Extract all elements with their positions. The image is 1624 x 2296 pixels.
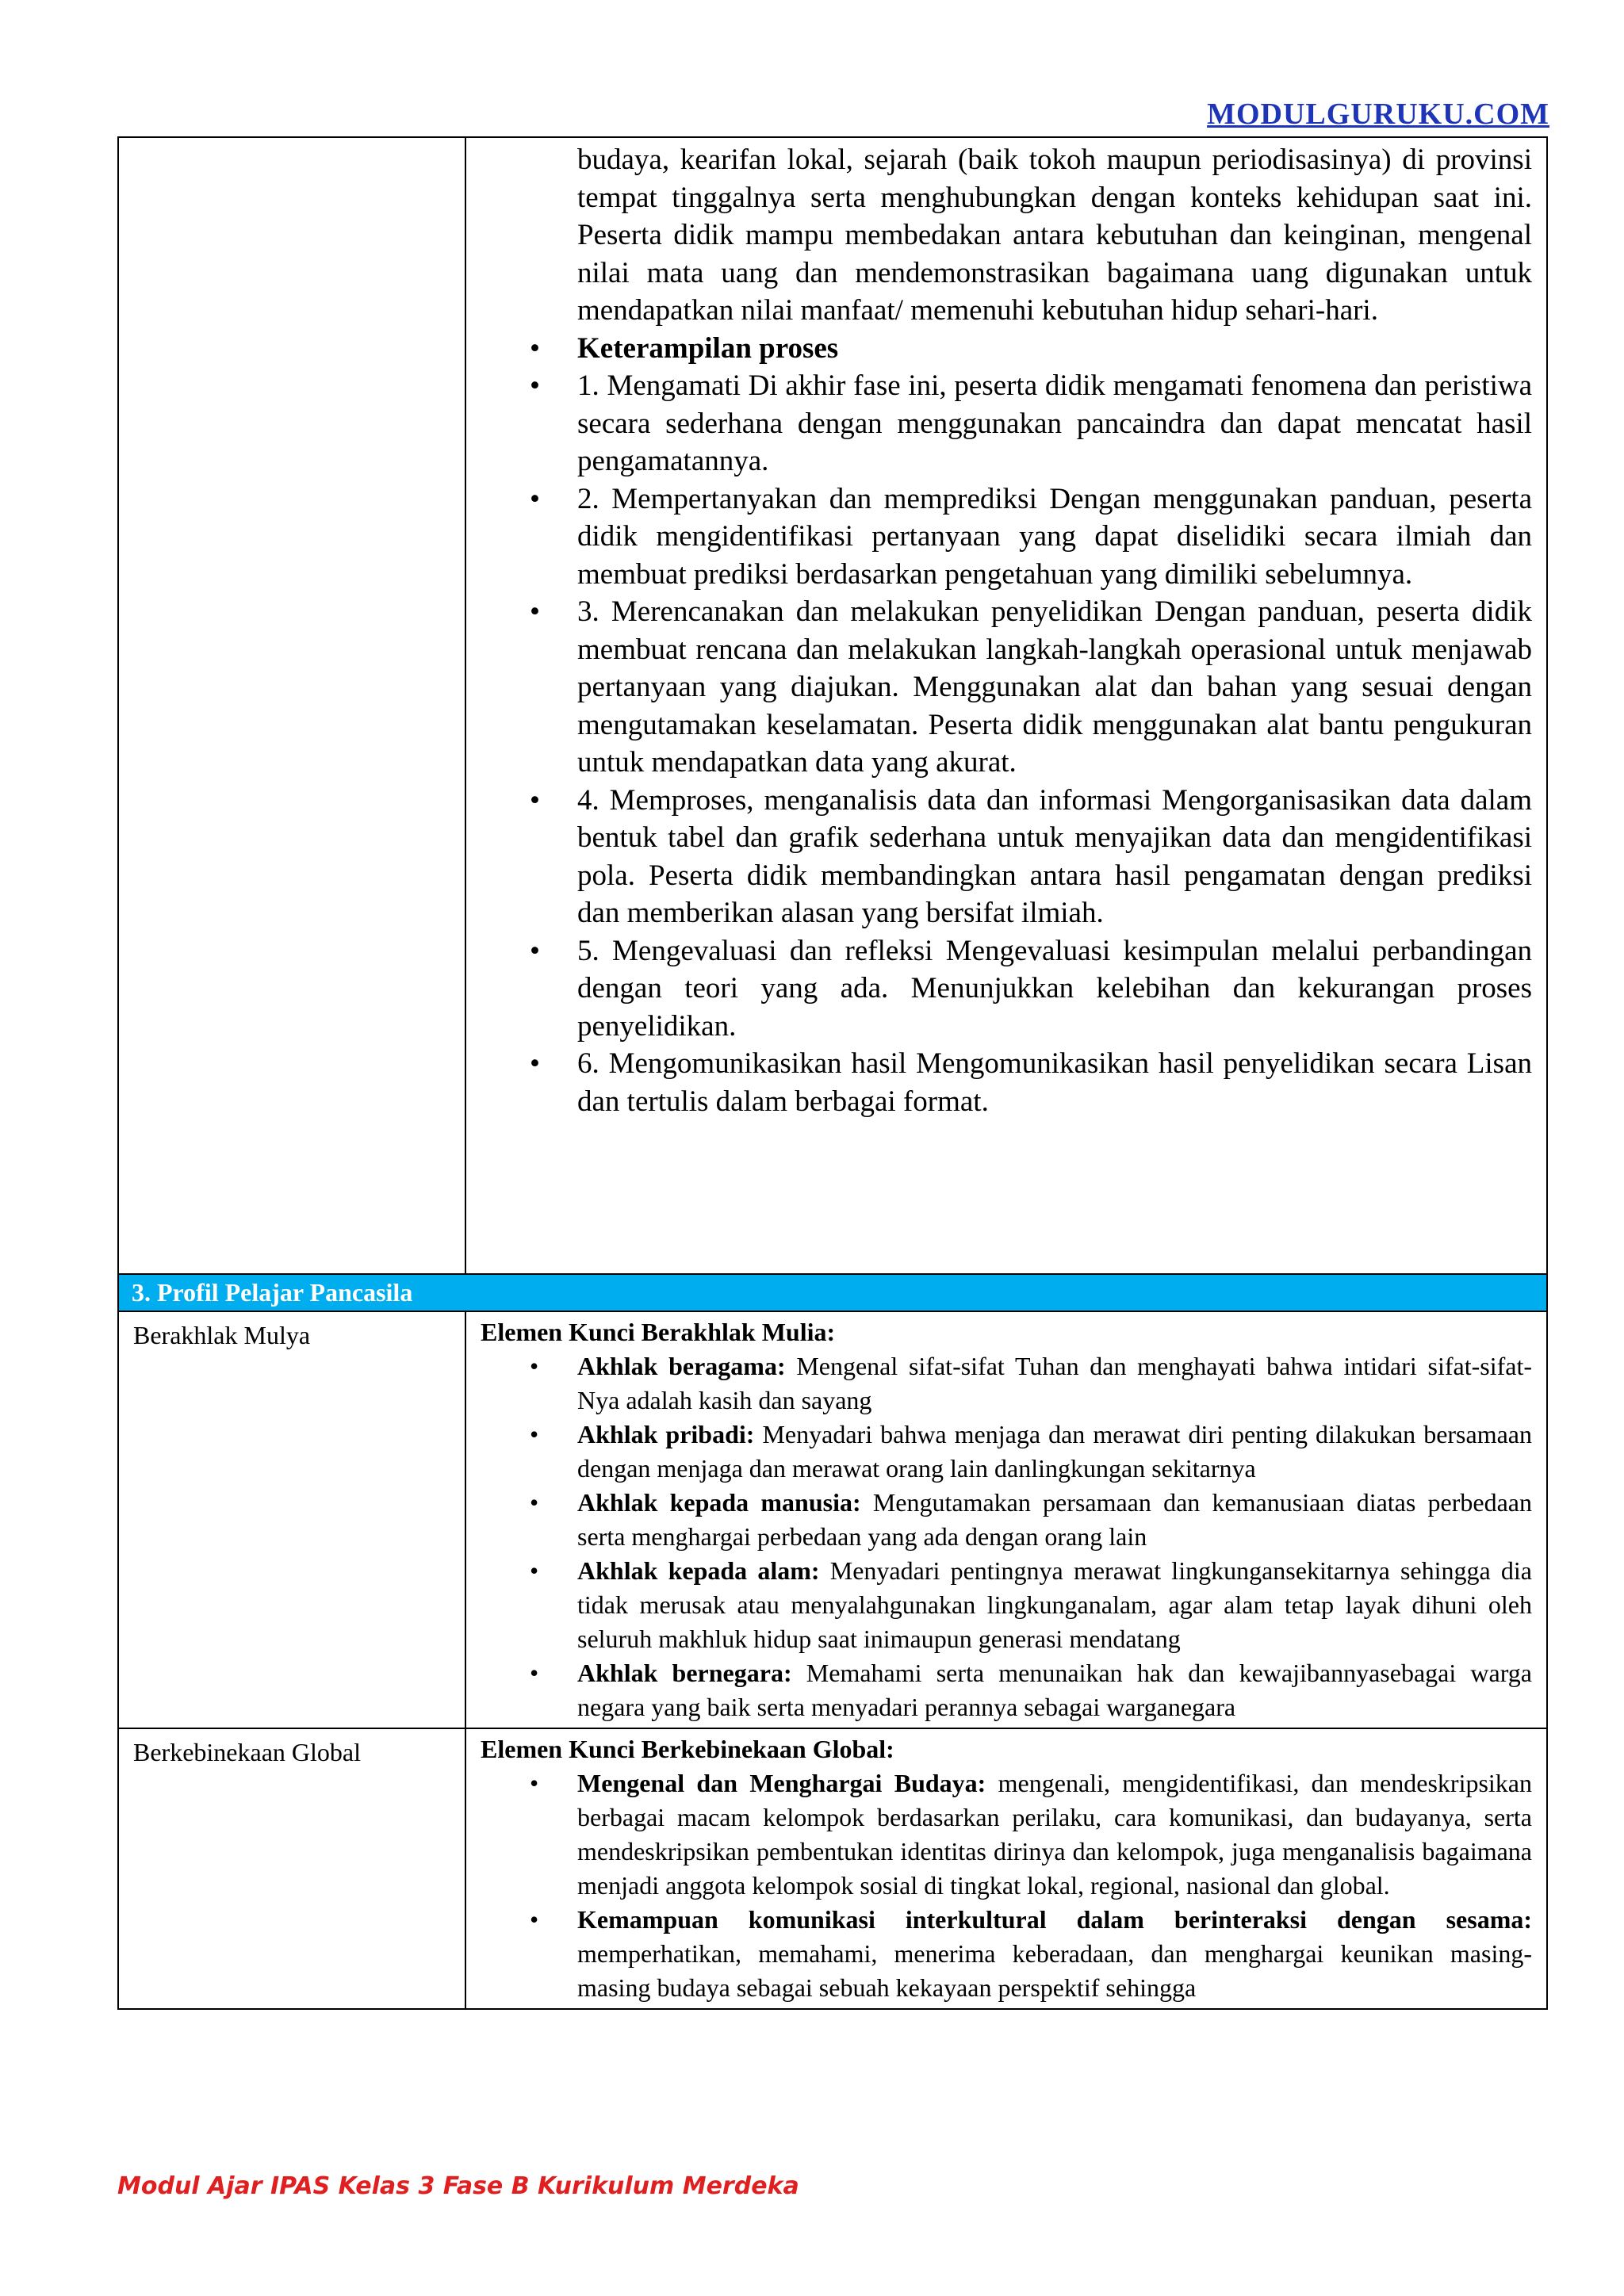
content-table — [117, 136, 1548, 2010]
element-list — [481, 1766, 1532, 2005]
list-item — [481, 330, 1532, 368]
row-heading: Elemen Kunci Berakhlak Mulia: — [481, 1318, 836, 1346]
bullet-icon: • — [530, 482, 540, 515]
row-label: Berakhlak Mulya — [118, 1311, 465, 1728]
list-item — [481, 593, 1532, 782]
list-item — [481, 1656, 1532, 1724]
bullet-icon: • — [530, 1769, 539, 1797]
site-link[interactable]: MODULGURUKU.COM — [1207, 98, 1549, 131]
bullet-icon: • — [530, 331, 540, 365]
item-text: Mengenal sifat-sifat Tuhan dan menghayati bahwa intidari sifat-sifat-Nya adalah kasih dan sayang — [577, 1352, 1532, 1414]
item-term: Akhlak kepada manusia: — [577, 1488, 861, 1517]
row-label: Berkebinekaan Global — [118, 1728, 465, 2009]
bullet-icon: • — [530, 783, 540, 817]
list-item — [481, 1486, 1532, 1554]
table-row — [118, 1728, 1547, 2009]
list-item — [481, 1418, 1532, 1486]
section-title: 3. Profil Pelajar Pancasila — [118, 1274, 1547, 1311]
list-item — [481, 932, 1532, 1046]
bullet-icon: • — [530, 934, 540, 967]
item-term: Akhlak beragama: — [577, 1352, 786, 1380]
table-row — [118, 1311, 1547, 1728]
item-text: Memahami serta menunaikan hak dan kewajibannyasebagai warga negara yang baik serta menyadari perannya sebagai warganegara — [577, 1659, 1533, 1721]
section-header-row — [118, 1274, 1547, 1311]
intro-paragraph: budaya, kearifan lokal, sejarah (baik tokoh maupun periodisasinya) di provinsi tempat tinggalnya serta menghubungkan dengan konteks kehidupan saat ini. Peserta didik mampu membedakan antara kebutuhan dan keinginan, mengenal nilai mata uang dan mendemonstrasikan bagaimana uang digunakan untuk mendapatkan nilai manfaat/ memenuhi kebutuhan hidup sehari-hari. — [577, 144, 1532, 327]
skill-text: 1. Mengamati Di akhir fase ini, peserta didik mengamati fenomena dan peristiwa secara sederhana dengan menggunakan pancaindra dan dapat mencatat hasil pengamatannya. — [577, 369, 1532, 477]
bullet-icon: • — [530, 1659, 539, 1687]
skill-text: 6. Mengomunikasikan hasil Mengomunikasikan hasil penyelidikan secara Lisan dan tertulis dalam berbagai format. — [577, 1047, 1532, 1118]
row-heading: Elemen Kunci Berkebinekaan Global: — [481, 1735, 894, 1763]
item-text: Menyadari bahwa menjaga dan merawat diri penting dilakukan bersamaan dengan menjaga dan merawat orang lain danlingkungan sekitarnya — [577, 1420, 1533, 1483]
list-item — [481, 1045, 1532, 1120]
item-term: Kemampuan komunikasi interkultural dalam berinteraksi dengan sesama: — [577, 1905, 1532, 1934]
continuation-row — [118, 137, 1547, 1274]
item-text: memperhatikan, memahami, menerima keberadaan, dan menghargai keunikan masing-masing budaya sebagai sebuah kekayaan perspektif sehingga — [577, 1939, 1532, 2002]
row-content — [465, 1311, 1547, 1728]
skills-heading: Keterampilan proses — [577, 331, 839, 365]
item-term: Akhlak pribadi: — [577, 1420, 755, 1448]
skill-text: 2. Mempertanyakan dan memprediksi Dengan menggunakan panduan, peserta didik mengidentifikasi pertanyaan yang dapat diselidiki secara ilmiah dan membuat prediksi berdasarkan pengetahuan yang dimiliki sebelumnya. — [577, 482, 1532, 591]
bullet-icon: • — [530, 1047, 540, 1080]
skill-text: 4. Memproses, menganalisis data dan informasi Mengorganisasikan data dalam bentuk tabel dan grafik sederhana untuk menyajikan data dan mengidentifikasi pola. Peserta didik membandingkan antara hasil pengamatan dengan prediksi dan memberikan alasan yang bersifat ilmiah. — [577, 783, 1532, 929]
empty-left-cell — [118, 137, 465, 1274]
skills-list — [481, 330, 1532, 1121]
item-text: mengenali, mengidentifikasi, dan mendeskripsikan berbagai macam kelompok berdasarkan perilaku, cara komunikasi, dan budayanya, serta mendeskripsikan pembentukan identitas dirinya dan kelompok, juga menganalisis bagaimana menjadi anggota kelompok sosial di tingkat lokal, regional, nasional dan global. — [577, 1769, 1533, 1900]
item-term: Akhlak kepada alam: — [577, 1556, 820, 1585]
bullet-icon: • — [530, 1556, 539, 1585]
row-content — [465, 1728, 1547, 2009]
skill-text: 5. Mengevaluasi dan refleksi Mengevaluasi kesimpulan melalui perbandingan dengan teori yang ada. Menunjukkan kelebihan dan kekurangan proses penyelidikan. — [577, 934, 1532, 1043]
bullet-icon: • — [530, 1905, 539, 1934]
list-item — [481, 782, 1532, 932]
list-item — [481, 1554, 1532, 1656]
bullet-icon: • — [530, 1352, 539, 1380]
element-list — [481, 1349, 1532, 1724]
footer-title: Modul Ajar IPAS Kelas 3 Fase B Kurikulum Merdeka — [117, 2172, 799, 2200]
list-item — [481, 1349, 1532, 1418]
list-item — [481, 367, 1532, 480]
item-text: Mengutamakan persamaan dan kemanusiaan diatas perbedaan serta menghargai perbedaan yang ada dengan orang lain — [577, 1488, 1533, 1551]
continuation-cell — [465, 137, 1547, 1274]
item-term: Mengenal dan Menghargai Budaya: — [577, 1769, 986, 1797]
bullet-icon: • — [530, 1488, 539, 1517]
bullet-icon: • — [530, 369, 540, 402]
bullet-icon: • — [530, 1420, 539, 1448]
list-item — [481, 1766, 1532, 1903]
item-text: Menyadari pentingnya merawat lingkungansekitarnya sehingga dia tidak merusak atau menyalahgunakan lingkunganalam, agar alam tetap layak dihuni oleh seluruh makhluk hidup saat inimaupun generasi mendatang — [577, 1556, 1533, 1653]
item-term: Akhlak bernegara: — [577, 1659, 792, 1687]
list-item — [481, 1903, 1532, 2005]
bullet-icon: • — [530, 595, 540, 628]
list-item — [481, 480, 1532, 594]
skill-text: 3. Merencanakan dan melakukan penyelidikan Dengan panduan, peserta didik membuat rencana dan melakukan langkah-langkah operasional untuk menjawab pertanyaan yang diajukan. Menggunakan alat dan bahan yang sesuai dengan mengutamakan keselamatan. Peserta didik menggunakan alat bantu pengukuran untuk mendapatkan data yang akurat. — [577, 595, 1532, 779]
